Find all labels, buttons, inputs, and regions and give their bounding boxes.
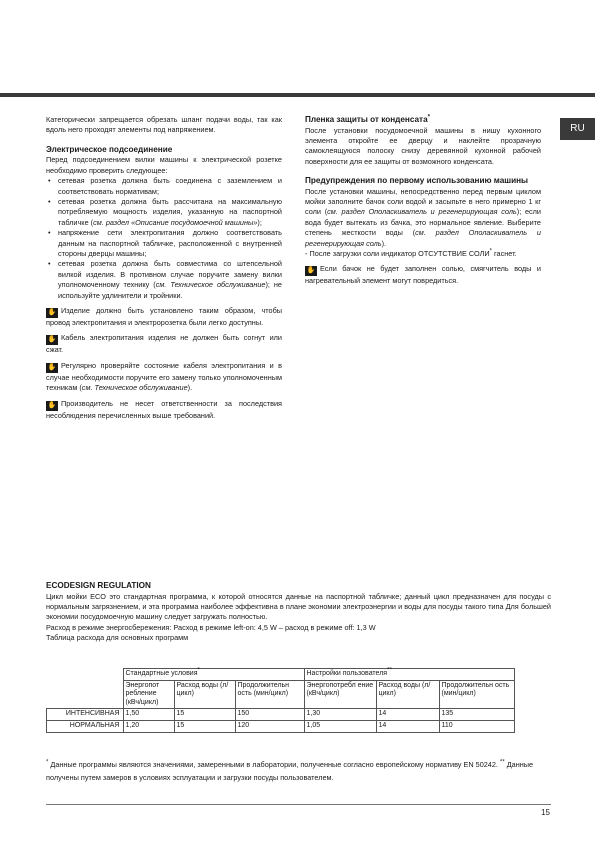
program-name: ИНТЕНСИВНАЯ [47, 709, 124, 721]
warning-hand-icon: ✋ [306, 267, 316, 275]
ecodesign-section [46, 581, 551, 644]
table-header-cell: Продолжительн ость (мин/цикл) [439, 680, 514, 709]
table-cell: 15 [174, 720, 235, 732]
table-cell: 1,30 [304, 709, 376, 721]
list-item: • сетевая розетка должна быть совместима со штепсельной вилкой изделия. В противном случае поручите замену вилки уполномоченному технику (см. Техническое обслуживание); не используйте удлинители и тройники. [48, 259, 282, 300]
table-row [47, 709, 515, 721]
first-use-heading: Предупреждения по первому использованию машины [305, 176, 529, 186]
table-cell: 14 [376, 709, 439, 721]
table-header-cell: Энергопотребл ение (кВч/цикл) [304, 680, 376, 709]
warning-hand-icon: ✋ [47, 363, 57, 371]
header-bar [0, 93, 595, 97]
table-row [47, 680, 515, 709]
language-tab: RU [560, 118, 595, 140]
table-cell: 1,50 [123, 709, 174, 721]
footer-divider [46, 804, 551, 805]
list-item: • сетевая розетка должна быть рассчитана на максимальную потребляемую мощность изделия, указанную на паспортной табличке (см. раздел «Описание посудомоечной машины»); [48, 196, 282, 227]
table-cell: 120 [235, 720, 304, 732]
table-row [47, 669, 515, 681]
electrical-checklist [46, 176, 282, 301]
condensation-film-heading: Пленка защиты от конденсата* [305, 114, 430, 124]
electrical-lead-text: Перед подсоединением вилки машины к электрической розетке необходимо проверить следующее: [46, 155, 282, 175]
table-header-cell: Энергопот ребление (кВч/цикл) [123, 680, 174, 709]
right-column [305, 115, 541, 287]
left-column [46, 115, 282, 421]
warning-note: ✋ Кабель электропитания изделия не должен быть согнут или сжат. [46, 333, 282, 355]
table-cell: 14 [376, 720, 439, 732]
consumption-table [46, 668, 515, 733]
electrical-connection-heading: Электрическое подсоединение [46, 144, 173, 154]
footnotes [46, 758, 551, 784]
warning-hand-icon: ✋ [47, 309, 57, 316]
program-name: НОРМАЛЬНАЯ [47, 720, 124, 732]
table-cell: 110 [439, 720, 514, 732]
warning-note: ✋ Производитель не несет ответственности за последствия несоблюдения перечисленных выше требований. [46, 398, 282, 420]
hose-warning-text: Категорически запрещается обрезать шланг подачи воды, так как вдоль него проходят элементы под напряжением. [46, 115, 282, 135]
warning-hand-icon: ✋ [47, 336, 57, 344]
ecodesign-heading: ECODESIGN REGULATION [46, 581, 151, 590]
condensation-film-text: После установки посудомоечной машины в нишу кухонного элемента откройте ее дверцу и наклейте прозрачную самоклеящуюся полоску снизу деревянной кухонной рабочей поверхности для ее защиты от возможного конденсата. [305, 125, 541, 166]
table-cell: 135 [439, 709, 514, 721]
list-item: • сетевая розетка должна быть соединена с заземлением и соответствовать нормативам; [48, 176, 282, 196]
warning-hand-icon: ✋ [47, 401, 57, 409]
standby-consumption-text: Расход в режиме энергосбережения: Расход в режиме left-on: 4,5 W – расход в режиме off: 1,3 W [46, 622, 376, 632]
table-caption: Таблица расхода для основных программ [46, 633, 189, 643]
table-cell: 1,05 [304, 720, 376, 732]
table-cell: 1,20 [123, 720, 174, 732]
warning-note: ✋ Регулярно проверяйте состояние кабеля электропитания и в случае необходимости поручите его замену только уполномоченным техникам (см. Техническое обслуживание). [46, 360, 282, 393]
salt-indicator-text: - После загрузки соли индикатор ОТСУТСТВИЕ СОЛИ* гаснет. [305, 248, 517, 259]
table-row [47, 720, 515, 732]
first-use-text: После установки машины, непосредственно перед первым циклом мойки заполните бачок соли водой и засыпьте в него примерно 1 кг соли (см. раздел Ополаскиватель и регенерирующая соль); если вода будет вытекать из бачка, это нормальное явление. Выберите степень жесткости воды (см. раздел Ополаскиватель и регенерирующая соль). [305, 186, 542, 248]
footnote: * Данные программы являются значениями, замеренными в лаборатории, полученные согласно европейскому нормативу EN 50242. ** Данные получены путем замеров в условиях эсплуатации и загрузки посуды пользователем. [46, 759, 534, 782]
table-cell: 150 [235, 709, 304, 721]
table-header-cell: Продолжительн ость (мин/цикл) [235, 680, 304, 709]
table-header-cell: Расход воды (л/цикл) [174, 680, 235, 709]
page-number: 15 [541, 808, 550, 817]
list-item: • напряжение сети электропитания должно соответствовать данным на паспортной табличке, расположенной с внутренней стороны дверцы машины; [48, 228, 282, 258]
warning-note: ✋ Изделие должно быть установлено таким образом, чтобы провод электропитания и электророзетка были легко доступны. [46, 306, 282, 327]
ecodesign-text: Цикл мойки ECO это стандартная программа, к которой относятся данные на паспортной табличке; данный цикл предназначен для посуды с нормальным загрязнением, и эта программа наиболее эффективна в плане экономии электроэнергии и воды для посуды такого типа Для большей экономии посудомоечную машину следует загружать полностью. [46, 591, 551, 622]
table-cell: 15 [174, 709, 235, 721]
table-header-cell: Расход воды (л/цикл) [376, 680, 439, 709]
warning-note: ✋ Если бачок не будет заполнен солью, смягчитель воды и нагревательный элемент могут повредиться. [305, 264, 541, 286]
standard-conditions-header: Стандартные условия* [123, 669, 304, 681]
user-settings-header: Настройки пользователя** [304, 669, 514, 681]
